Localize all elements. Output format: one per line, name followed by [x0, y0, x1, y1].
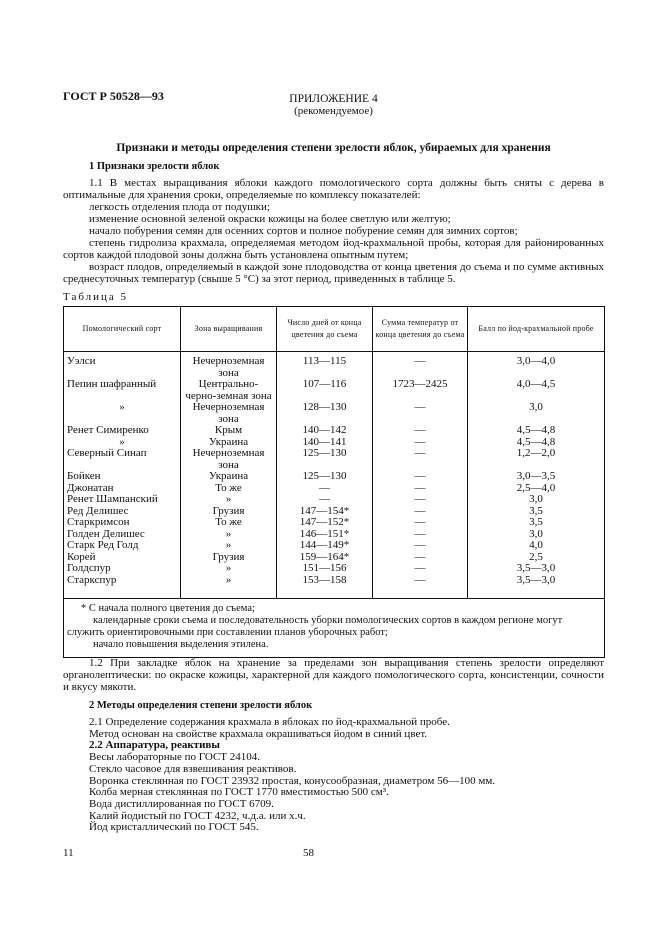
cell-days: 144—149*	[277, 540, 373, 552]
section-1-heading: 1 Признаки зрелости яблок	[89, 161, 220, 172]
table-row	[64, 448, 605, 471]
table-row	[64, 352, 605, 380]
cell-starch-score: 2,5—4,0	[468, 483, 605, 495]
footnote: календарные сроки съема и последовательность уборки помологических сортов в каждом регионе могут служить ориентировочными при составлении планов уборочных работ;	[67, 615, 563, 638]
cell-variety: Старкспур	[64, 575, 181, 599]
cell-temp-sum: —	[373, 437, 468, 449]
cell-variety: Пепин шафранный	[64, 379, 181, 402]
cell-days: —	[277, 494, 373, 506]
cell-variety: Ренет Шампанский	[64, 494, 181, 506]
list-item: начало побурения семян для осенних сортов и полное побурение семян для зимних сортов;	[89, 225, 518, 237]
cell-zone: Нечерноземная зона	[181, 448, 277, 471]
cell-variety: Ред Делишес	[64, 506, 181, 518]
cell-days: 125—130	[277, 471, 373, 483]
column-header: Помологический сорт	[64, 307, 181, 352]
cell-temp-sum: —	[373, 552, 468, 564]
cell-zone: Нечерноземная зона	[181, 352, 277, 380]
cell-starch-score: 3,5	[468, 517, 605, 529]
footnote: * С начала полного цветения до съема;	[81, 603, 255, 614]
cell-zone: То же	[181, 483, 277, 495]
table-row	[64, 575, 605, 599]
cell-variety: Северный Синап	[64, 448, 181, 471]
table-row	[64, 379, 605, 402]
cell-zone: Центрально-черно-земная зона	[181, 379, 277, 402]
table-header-row	[64, 307, 605, 352]
cell-starch-score: 3,5—3,0	[468, 563, 605, 575]
cell-temp-sum: —	[373, 506, 468, 518]
cell-variety: Голдспур	[64, 563, 181, 575]
cell-temp-sum: 1723—2425	[373, 379, 468, 402]
cell-days: 147—152*	[277, 517, 373, 529]
cell-starch-score: 3,0—4,0	[468, 352, 605, 380]
cell-starch-score: 3,0—3,5	[468, 471, 605, 483]
cell-days: 159—164*	[277, 552, 373, 564]
cell-zone: »	[181, 575, 277, 599]
column-header: Балл по йод-крахмальной пробе	[468, 307, 605, 352]
list-item: изменение основной зеленой окраски кожицы на более светлую или желтую;	[89, 213, 451, 225]
paragraph-1-2-block	[63, 657, 604, 693]
table-row	[64, 494, 605, 506]
list-item: Стекло часовое для взвешивания реактивов.	[89, 762, 297, 775]
cell-temp-sum: —	[373, 575, 468, 599]
cell-temp-sum: —	[373, 529, 468, 541]
cell-temp-sum: —	[373, 448, 468, 471]
section-2-body	[63, 717, 604, 834]
cell-temp-sum: —	[373, 352, 468, 380]
footer-left-number: 11	[63, 847, 74, 859]
cell-zone: Украина	[181, 437, 277, 449]
table-row	[64, 425, 605, 437]
section-2-heading: 2 Методы определения степени зрелости яблок	[89, 700, 313, 711]
cell-variety: Ренет Симиренко	[64, 425, 181, 437]
heading-2-2: 2.2 Аппаратура, реактивы	[89, 739, 220, 752]
list-item: Весы лабораторные по ГОСТ 24104.	[89, 751, 261, 764]
footnote-row	[64, 599, 605, 658]
cell-variety: Старк Ред Голд	[64, 540, 181, 552]
list-item: Калий йодистый по ГОСТ 4232, ч.д.а. или х.ч.	[89, 809, 306, 822]
table-row	[64, 563, 605, 575]
cell-zone: Грузия	[181, 552, 277, 564]
appendix-title: ПРИЛОЖЕНИЕ 4	[289, 93, 378, 105]
paragraph-2-1: 2.1 Определение содержания крахмала в яблоках по йод-крахмальной пробе.	[89, 716, 450, 728]
main-title: Признаки и методы определения степени зрелости яблок, убираемых для хранения	[116, 142, 551, 154]
cell-temp-sum: —	[373, 517, 468, 529]
column-header: Число дней от конца цветения до съема	[277, 307, 373, 352]
cell-starch-score: 4,5—4,8	[468, 425, 605, 437]
table-row	[64, 471, 605, 483]
table-row	[64, 517, 605, 529]
cell-days: 140—141	[277, 437, 373, 449]
cell-temp-sum: —	[373, 402, 468, 425]
list-item: легкость отделения плода от подушки;	[89, 201, 270, 213]
cell-variety: Джонатан	[64, 483, 181, 495]
cell-days: 107—116	[277, 379, 373, 402]
cell-zone: То же	[181, 517, 277, 529]
section-1-body	[63, 177, 604, 285]
cell-starch-score: 3,5	[468, 506, 605, 518]
list-item: степень гидролиза крахмала, определяемая методом йод-крахмальной пробы, которая для районированных сортов каждой плодовой зоны должна быть установлена опытным путем;	[63, 237, 604, 261]
cell-days: 151—156	[277, 563, 373, 575]
cell-variety: »	[64, 437, 181, 449]
cell-starch-score: 4,5—4,8	[468, 437, 605, 449]
cell-days: 147—154*	[277, 506, 373, 518]
table-row	[64, 540, 605, 552]
cell-temp-sum: —	[373, 471, 468, 483]
cell-temp-sum: —	[373, 563, 468, 575]
paragraph-1-1: 1.1 В местах выращивания яблоки каждого помологического сорта должны быть сняты с дерева в оптимальные для хранения сроки, определяемые по комплексу показателей:	[63, 177, 604, 201]
cell-days: 140—142	[277, 425, 373, 437]
cell-starch-score: 4,0	[468, 540, 605, 552]
cell-zone: »	[181, 529, 277, 541]
cell-starch-score: 3,0	[468, 494, 605, 506]
list-item: Вода дистиллированная по ГОСТ 6709.	[89, 797, 274, 810]
footnote: начало повышения выделения этилена.	[93, 639, 269, 650]
table-footnotes	[64, 599, 605, 658]
cell-days: —	[277, 483, 373, 495]
cell-starch-score: 1,2—2,0	[468, 448, 605, 471]
document-code: ГОСТ Р 50528—93	[63, 89, 164, 103]
cell-zone: »	[181, 494, 277, 506]
cell-variety: Корей	[64, 552, 181, 564]
cell-days: 113—115	[277, 352, 373, 380]
cell-starch-score: 3,0	[468, 529, 605, 541]
table-caption: Таблица 5	[63, 291, 129, 303]
cell-starch-score: 3,0	[468, 402, 605, 425]
cell-zone: Нечерноземная зона	[181, 402, 277, 425]
cell-days: 125—130	[277, 448, 373, 471]
list-item: Воронка стеклянная по ГОСТ 23932 простая, конусообразная, диаметром 56—100 мм.	[89, 774, 496, 787]
paragraph-2-1-method: Метод основан на свойстве крахмала окрашиваться йодом в синий цвет.	[89, 727, 428, 740]
list-item: Йод кристаллический по ГОСТ 545.	[89, 821, 259, 834]
table-row	[64, 402, 605, 425]
list-item: возраст плодов, определяемый в каждой зоне плодоводства от конца цветения до съема и по сумме активных среднесуточных температур (свыше 5 °С) за этот период, приведенных в таблице 5.	[63, 261, 604, 285]
cell-variety: Голден Делишес	[64, 529, 181, 541]
page-number: 58	[303, 847, 314, 859]
table-5	[63, 306, 605, 658]
list-item: Колба мерная стеклянная по ГОСТ 1770 вместимостью 500 см³.	[89, 786, 389, 799]
cell-days: 146—151*	[277, 529, 373, 541]
cell-days: 128—130	[277, 402, 373, 425]
cell-temp-sum: —	[373, 425, 468, 437]
cell-zone: »	[181, 563, 277, 575]
appendix-subtitle: (рекомендуемое)	[294, 105, 373, 117]
cell-temp-sum: —	[373, 494, 468, 506]
cell-zone: »	[181, 540, 277, 552]
column-header: Сумма температур от конца цветения до съема	[373, 307, 468, 352]
cell-temp-sum: —	[373, 483, 468, 495]
cell-zone: Крым	[181, 425, 277, 437]
cell-variety: »	[64, 402, 181, 425]
cell-starch-score: 3,5—3,0	[468, 575, 605, 599]
cell-starch-score: 4,0—4,5	[468, 379, 605, 402]
cell-variety: Уэлси	[64, 352, 181, 380]
cell-days: 153—158	[277, 575, 373, 599]
cell-zone: Грузия	[181, 506, 277, 518]
cell-variety: Старкримсон	[64, 517, 181, 529]
cell-starch-score: 2,5	[468, 552, 605, 564]
paragraph-1-2: 1.2 При закладке яблок на хранение за пределами зон выращивания степень зрелости определяют органолептически: по окраске кожицы, характерной для каждого помологического сорта, консистенции, сочности и вкусу мякоти.	[63, 657, 604, 693]
column-header: Зона выращивания	[181, 307, 277, 352]
cell-temp-sum: —	[373, 540, 468, 552]
cell-zone: Украина	[181, 471, 277, 483]
cell-variety: Бойкен	[64, 471, 181, 483]
